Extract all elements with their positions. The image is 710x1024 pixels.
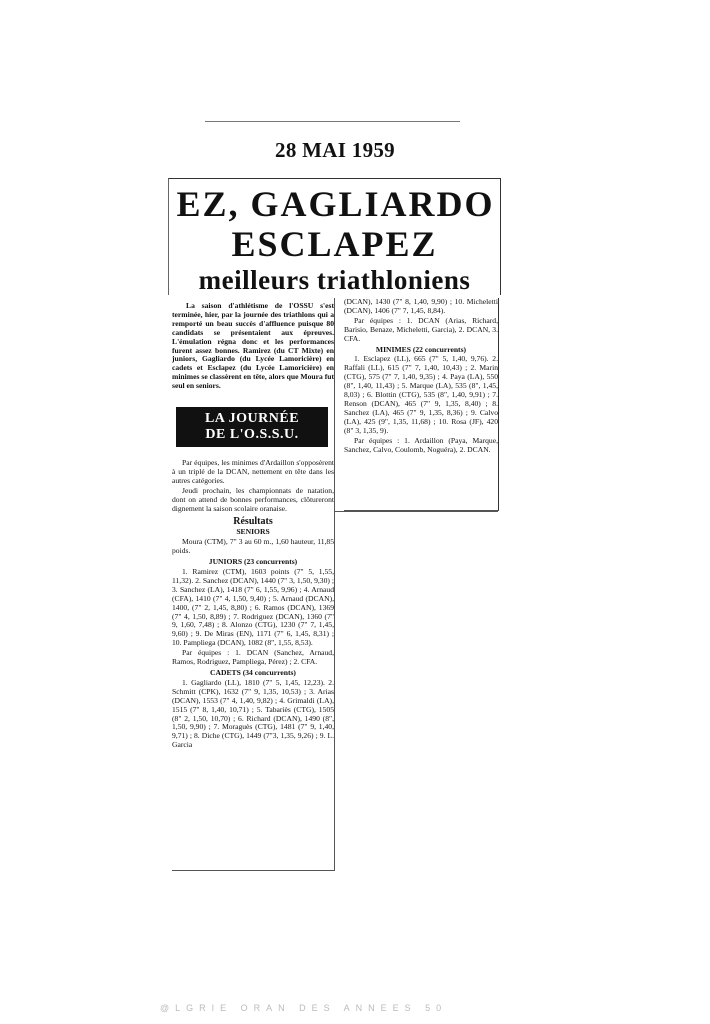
cadets-results-continued: (DCAN), 1430 (7" 8, 1,40, 9,90) ; 10. Micheletti (DCAN), 1406 (7" 7, 1,45, 8,84). bbox=[344, 297, 498, 315]
seniors-heading: SENIORS bbox=[236, 527, 270, 537]
boxed-subheading-line-2: DE L'O.S.S.U. bbox=[205, 427, 299, 443]
results-title: Résultats bbox=[233, 515, 273, 527]
headline-line-2: ESCLAPEZ bbox=[231, 224, 438, 264]
juniors-teams: Par équipes : 1. DCAN (Sanchez, Arnaud, Ramos, Rodriguez, Pampliega, Pérez) ; 2. CFA. bbox=[172, 648, 334, 667]
cadets-heading: CADETS (34 concurrents) bbox=[210, 668, 296, 677]
top-rule bbox=[205, 121, 460, 122]
cadets-results: 1. Gagliardo (LL), 1810 (7" 5, 1,45, 12,23). 2. Schmitt (CPK), 1632 (7" 9, 1,35, 10,53) ; 3. Arias (DCAN), 1553 (7" 4, 1,40, 9,82) ; 4. Grimaldi (LA), 1515 (7" 8, 1,40, 10,71) ; 5. Tabariès (CTG), 1505 (8" 2, 1,50, 10,70) ; 6. Richard (DCAN), 1490 (8", 1,50, 9,90) ; 7. Moraguès (CTG), 1481 (7" 9, 1,40, 9,71) ; 8. Diche (CTG), 1449 (7"3, 1,35, 9,26) ; 9. L. Garcia bbox=[172, 677, 334, 750]
headline-block bbox=[168, 178, 501, 295]
article-paragraph: Jeudi prochain, les championnats de natation, dont on attend de bonnes performances, clôtureront dignement la saison scolaire oranaise. bbox=[172, 485, 334, 513]
seniors-results: Moura (CTM), 7" 3 au 60 m., 1,60 hauteur, 11,85 poids. bbox=[172, 537, 334, 556]
headline-line-1: EZ, GAGLIARDO bbox=[176, 184, 495, 224]
column-divider bbox=[334, 511, 498, 512]
boxed-subheading-line-1: LA JOURNÉE bbox=[204, 411, 300, 427]
minimes-heading: MINIMES (22 concurrents) bbox=[375, 344, 467, 354]
article-column-left bbox=[172, 298, 335, 871]
clipping-date: 28 MAI 1959 bbox=[275, 138, 395, 162]
article-column-right bbox=[344, 298, 499, 511]
minimes-teams: Par équipes : 1. Ardaillon (Paya, Marque, Sanchez, Calvo, Coulomb, Noguéra), 2. DCAN. bbox=[344, 435, 498, 454]
cadets-teams: Par équipes : 1. DCAN (Arias, Richard, Barisio, Benaze, Micheletti, Garcia), 2. DCAN, 3. CFA. bbox=[344, 315, 498, 343]
article-lead: La saison d'athlétisme de l'OSSU s'est terminée, hier, par la journée des triathlons qui a remporté un beau succès d'affluence puisque 80 candidats se présentaient aux épreuves. L'émulation régna donc et les performances furent assez bonnes. Ramirez (du CT Mixte) en juniors, Gagliardo (du Lycée Lamoricière) en cadets et Esclapez (du Lycée Lamoricière) en minimes se classèrent en tête, alors que Moura fut seul en seniors. bbox=[172, 301, 334, 391]
minimes-results: 1. Esclapez (LL), 665 (7" 5, 1,40, 9,76). 2. Raffali (LL), 615 (7" 7, 1,40, 10,43) ; 2. Marin (CTG), 575 (7" 7, 1,40, 9,35) ; 4. Paya (LA), 550 (8", 1,40, 11,43) ; 5. Marque (LA), 535 (8", 1,45, 8,03) ; 6. Blottin (CTG), 535 (8", 1,40, 9,91) ; 7. Renson (DCAN), 465 (7" 9, 1,35, 8,40) ; 8. Sanchez (LA), 465 (7" 9, 1,35, 8,36) ; 9. Calvo (LA), 425 (9", 1,35, 11,68) ; 10. Rosa (JF), 420 (8" 3, 1,35, 9). bbox=[344, 354, 498, 435]
juniors-heading: JUNIORS (23 concurrents) bbox=[208, 557, 298, 567]
boxed-subheading bbox=[176, 407, 328, 447]
article-paragraph: Par équipes, les minimes d'Ardaillon s'opposèrent à un triplé de la DCAN, nettement en tête dans les autres catégories. bbox=[172, 458, 334, 485]
watermark: @LGRIE ORAN DES ANNEES 50 bbox=[160, 1003, 448, 1013]
headline-line-3: meilleurs triathloniens bbox=[198, 265, 471, 295]
juniors-results: 1. Ramirez (CTM), 1603 points (7" 5, 1,55, 11,32). 2. Sanchez (DCAN), 1440 (7" 3, 1,50, 9,30) ; 3. Sanchez (LA), 1418 (7" 6, 1,55, 9,96) ; 4. Arnaud (CFA), 1410 (7" 4, 1,50, 9,40) ; 5. Arnaud (DCAN), 1400, (7" 2, 1,45, 8,80) ; 6. Ramos (DCAN), 1369 (7" 4, 1,50, 8,89) ; 7. Rodriguez (DCAN), 1360 (7" 9, 1,60, 7,48) ; 8. Alonzo (CTG), 1230 (7" 7, 1,45, 9,60) ; 9. De Miras (EN), 1171 (7" 6, 1,45, 8,31) ; 10. Pampliega (DCAN), 1082 (8", 1,55, 8,53). bbox=[172, 567, 334, 648]
